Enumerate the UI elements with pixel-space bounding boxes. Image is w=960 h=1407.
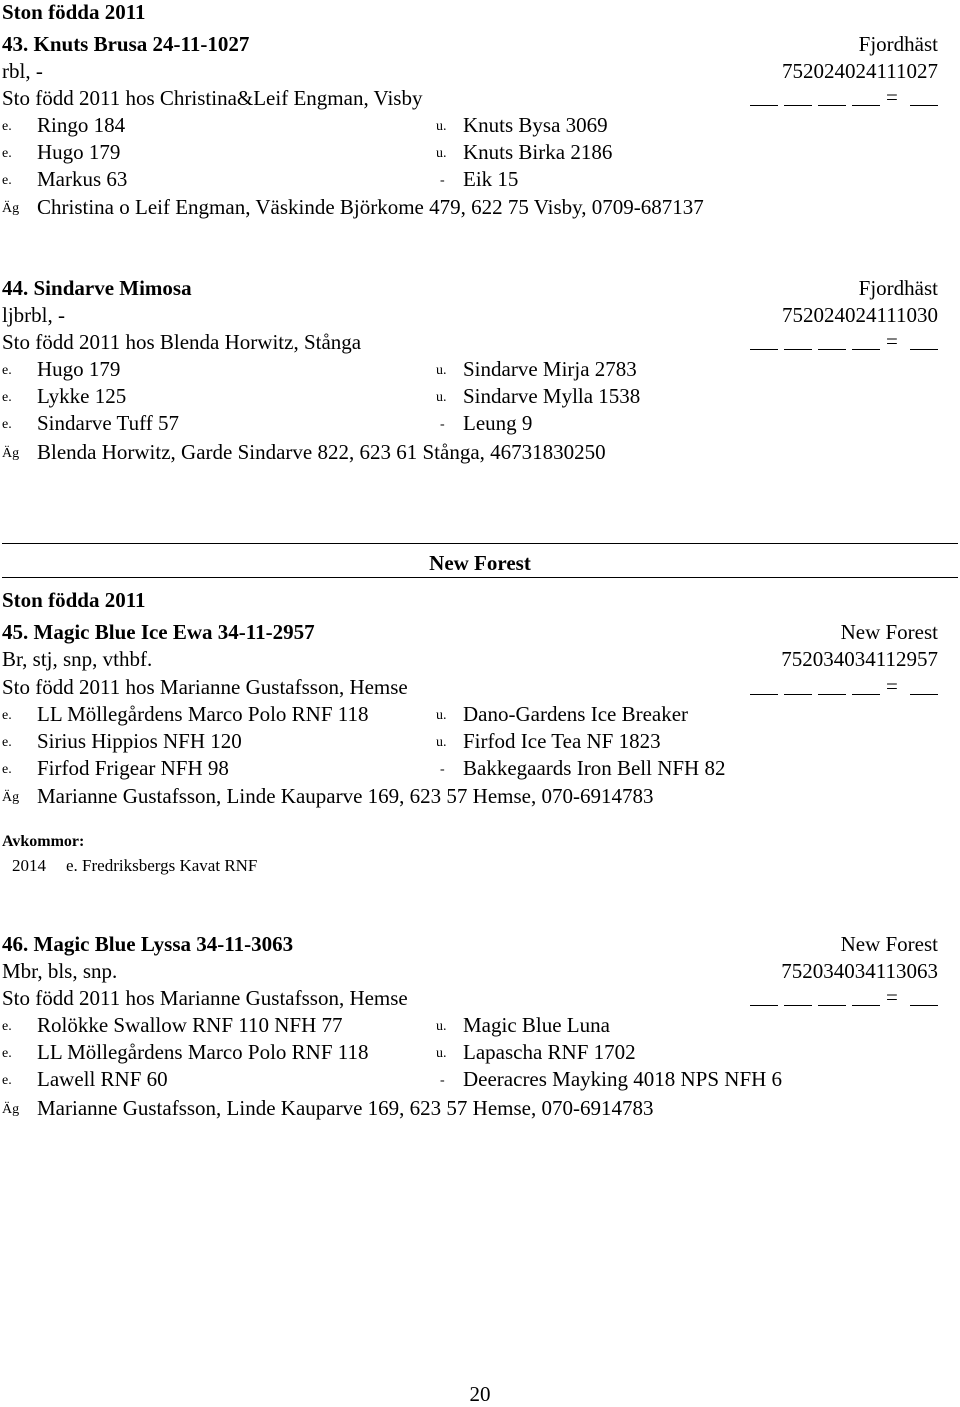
pedigree-dam-line: Sindarve Mirja 2783 [463,357,637,381]
entry-reg-no: 752034034113063 [781,959,938,983]
breed-section-title: New Forest [429,551,531,575]
pedigree-dam-line: Bakkegaards Iron Bell NFH 82 [463,756,726,780]
owner-prefix: Äg [2,446,20,461]
entry-title: 43. Knuts Brusa 24-11-1027 [2,32,250,56]
pedigree-prefix: - [440,1073,445,1088]
pedigree-dam-line: Knuts Bysa 3069 [463,113,608,137]
pedigree-sire-line: Hugo 179 [37,140,121,164]
pedigree-sire-line: Ringo 184 [37,113,126,137]
pedigree-prefix: u. [436,146,447,161]
pedigree-prefix: e. [2,390,12,405]
pedigree-prefix: e. [2,363,12,378]
entry-reg-no: 752024024111030 [782,303,938,327]
pedigree-prefix: u. [436,708,447,723]
section-heading: Ston födda 2011 [2,588,146,612]
offspring-year: 2014 [12,856,46,875]
pedigree-prefix: e. [2,1073,12,1088]
pedigree-sire-line: Sindarve Tuff 57 [37,411,179,435]
equals-sign: = [886,674,898,698]
pedigree-dam-line: Knuts Birka 2186 [463,140,613,164]
pedigree-prefix: e. [2,1046,12,1061]
pedigree-sire-line: LL Möllegårdens Marco Polo RNF 118 [37,1040,369,1064]
pedigree-prefix: e. [2,417,12,432]
pedigree-prefix: e. [2,1019,12,1034]
pedigree-prefix: e. [2,146,12,161]
pedigree-prefix: u. [436,363,447,378]
owner-prefix: Äg [2,790,20,805]
entry-born: Sto född 2011 hos Marianne Gustafsson, Hemse [2,675,408,699]
pedigree-prefix: u. [436,735,447,750]
pedigree-dam-line: Leung 9 [463,411,533,435]
entry-color: Br, stj, snp, vthbf. [2,647,153,671]
owner-prefix: Äg [2,1102,20,1117]
entry-owner: Marianne Gustafsson, Linde Kauparve 169, 623 57 Hemse, 070-6914783 [37,1096,654,1120]
pedigree-dam-line: Lapascha RNF 1702 [463,1040,636,1064]
score-blanks [750,985,938,1009]
entry-reg-no: 752034034112957 [781,647,938,671]
entry-breed: New Forest [840,932,938,956]
pedigree-dam-line: Dano-Gardens Ice Breaker [463,702,689,726]
pedigree-prefix: u. [436,1046,447,1061]
pedigree-prefix: u. [436,390,447,405]
offspring-label: Avkommor: [2,833,85,850]
pedigree-sire-line: Lykke 125 [37,384,127,408]
pedigree-dam-line: Eik 15 [463,167,519,191]
section-divider-bottom [2,577,958,578]
entry-title: 45. Magic Blue Ice Ewa 34-11-2957 [2,620,315,644]
entry-breed: Fjordhäst [858,32,938,56]
pedigree-prefix: e. [2,762,12,777]
pedigree-prefix: e. [2,735,12,750]
pedigree-sire-line: Firfod Frigear NFH 98 [37,756,229,780]
entry-owner: Marianne Gustafsson, Linde Kauparve 169, 623 57 Hemse, 070-6914783 [37,784,654,808]
pedigree-sire-line: Sirius Hippios NFH 120 [37,729,242,753]
pedigree-prefix: e. [2,119,12,134]
pedigree-prefix: e. [2,173,12,188]
pedigree-dam-line: Magic Blue Luna [463,1013,610,1037]
pedigree-sire-line: Rolökke Swallow RNF 110 NFH 77 [37,1013,343,1037]
pedigree-prefix: u. [436,1019,447,1034]
entry-born: Sto född 2011 hos Marianne Gustafsson, Hemse [2,986,408,1010]
pedigree-sire-line: Markus 63 [37,167,128,191]
entry-color: rbl, - [2,59,43,83]
offspring-text: e. Fredriksbergs Kavat RNF [66,856,258,875]
pedigree-prefix: - [440,762,445,777]
entry-title: 46. Magic Blue Lyssa 34-11-3063 [2,932,294,956]
entry-title: 44. Sindarve Mimosa [2,276,192,300]
entry-breed: New Forest [840,620,938,644]
entry-reg-no: 752024024111027 [782,59,938,83]
entry-breed: Fjordhäst [858,276,938,300]
entry-born: Sto född 2011 hos Blenda Horwitz, Stånga [2,330,362,354]
equals-sign: = [886,985,898,1009]
entry-owner: Blenda Horwitz, Garde Sindarve 822, 623 61 Stånga, 46731830250 [37,440,606,464]
pedigree-dam-line: Deeracres Mayking 4018 NPS NFH 6 [463,1067,783,1091]
pedigree-prefix: u. [436,119,447,134]
equals-sign: = [886,85,898,109]
section-heading: Ston födda 2011 [2,0,146,24]
section-divider-top [2,543,958,544]
entry-color: ljbrbl, - [2,303,65,327]
pedigree-prefix: - [440,173,445,188]
score-blanks [750,674,938,698]
entry-owner: Christina o Leif Engman, Väskinde Björkome 479, 622 75 Visby, 0709-687137 [37,195,704,219]
equals-sign: = [886,329,898,353]
pedigree-prefix: - [440,417,445,432]
entry-color: Mbr, bls, snp. [2,959,118,983]
pedigree-dam-line: Sindarve Mylla 1538 [463,384,641,408]
pedigree-sire-line: Hugo 179 [37,357,121,381]
score-blanks [750,329,938,353]
pedigree-dam-line: Firfod Ice Tea NF 1823 [463,729,661,753]
pedigree-sire-line: LL Möllegårdens Marco Polo RNF 118 [37,702,369,726]
pedigree-prefix: e. [2,708,12,723]
score-blanks [750,85,938,109]
owner-prefix: Äg [2,201,20,216]
pedigree-sire-line: Lawell RNF 60 [37,1067,168,1091]
page-number: 20 [469,1382,491,1406]
entry-born: Sto född 2011 hos Christina&Leif Engman, Visby [2,86,423,110]
